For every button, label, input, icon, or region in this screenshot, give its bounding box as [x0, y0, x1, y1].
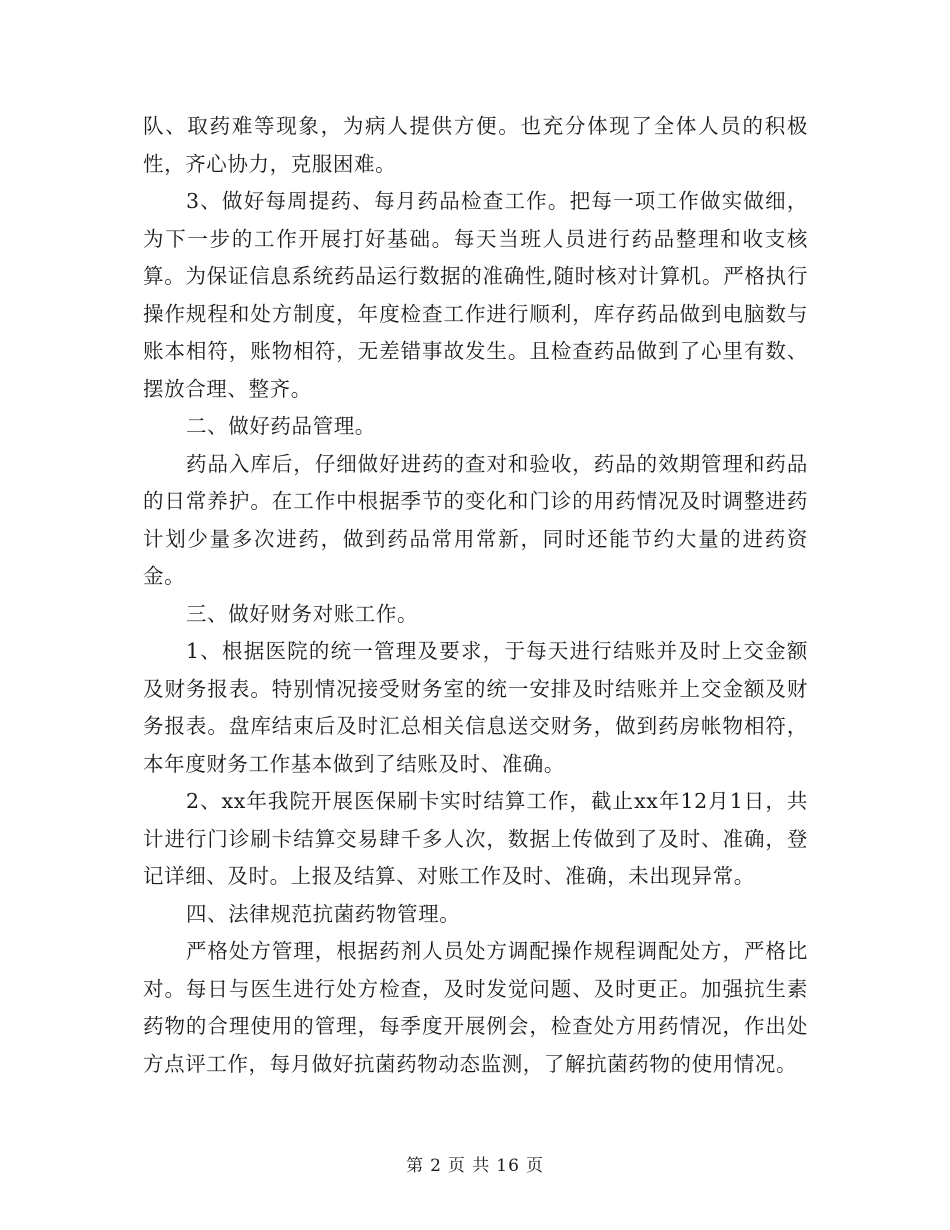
paragraph-6: 严格处方管理，根据药剂人员处方调配操作规程调配处方，严格比对。每日与医生进行处方检查，及时发觉问题、及时更正。加强抗生素药物的合理使用的管理，每季度开展例会，检查处方用药情况，作出处方点评工作，每月做好抗菌药物动态监测，了解抗菌药物的使用情况。: [143, 939, 808, 1076]
section-heading-2: 二、做好药品管理。: [186, 414, 376, 438]
footer-suffix: 页: [525, 1156, 544, 1176]
paragraph-5: 2、xx年我院开展医保刷卡实时结算工作，截止xx年12月1日，共计进行门诊刷卡结算交易肆千多人次，数据上传做到了及时、准确，登记详细、及时。上报及结算、对账工作及时、准确，未出现异常。: [143, 789, 808, 888]
page-footer: [0, 1151, 950, 1176]
paragraph-1: 队、取药难等现象，为病人提供方便。也充分体现了全体人员的积极性，齐心协力，克服困难。: [143, 114, 808, 176]
footer-prefix: 第: [406, 1156, 425, 1176]
paragraph-2: 3、做好每周提药、每月药品检查工作。把每一项工作做实做细，为下一步的工作开展打好基础。每天当班人员进行药品整理和收支核算。为保证信息系统药品运行数据的准确性,随时核对计算机。严格执行操作规程和处方制度，年度检查工作进行顺利，库存药品做到电脑数与账本相符，账物相符，无差错事故发生。且检查药品做到了心里有数、摆放合理、整齐。: [143, 189, 808, 401]
footer-middle: 页 共: [447, 1156, 491, 1176]
document-body: [143, 108, 808, 1083]
footer-total-pages: 16: [496, 1156, 520, 1176]
paragraph-3: 药品入库后，仔细做好进药的查对和验收，药品的效期管理和药品的日常养护。在工作中根据季节的变化和门诊的用药情况及时调整进药计划少量多次进药，做到药品常用常新，同时还能节约大量的进药资金。: [143, 451, 808, 588]
footer-page-number: 2: [430, 1156, 442, 1176]
paragraph-4: 1、根据医院的统一管理及要求，于每天进行结账并及时上交金额及财务报表。特别情况接受财务室的统一安排及时结账并上交金额及财务报表。盘库结束后及时汇总相关信息送交财务，做到药房帐物相符，本年度财务工作基本做到了结账及时、准确。: [143, 639, 808, 776]
section-heading-3: 三、做好财务对账工作。: [186, 601, 419, 626]
section-heading-4: 四、法律规范抗菌药物管理。: [186, 901, 461, 926]
